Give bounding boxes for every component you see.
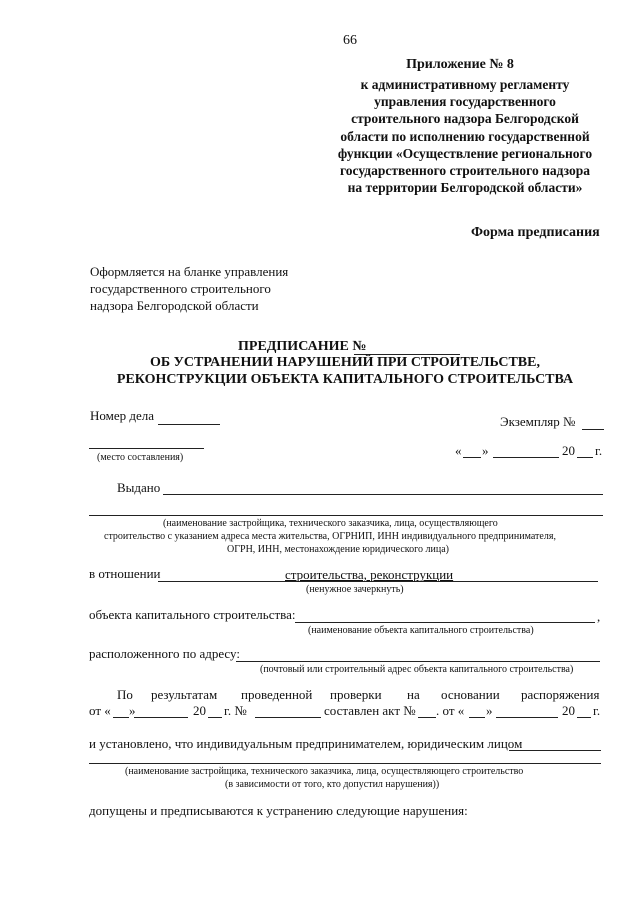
results-year: 20	[193, 703, 206, 718]
blank-note	[90, 263, 288, 314]
established-text: и установлено, что индивидуальным предпринимателем, юридическим лицом	[89, 736, 523, 751]
issued-caption-1: (наименование застройщика, технического заказчика, лица, осуществляющего	[163, 518, 498, 529]
issued-caption-3: ОГРН, ИНН, местонахождение юридического лица)	[227, 544, 449, 555]
results-year2: 20	[562, 703, 575, 718]
act-year-field[interactable]	[577, 717, 591, 718]
case-number-label: Номер дела	[90, 408, 155, 423]
results-word: По	[117, 687, 133, 702]
results-close: »	[129, 703, 136, 718]
results-g: г.	[593, 703, 601, 718]
copy-number-field[interactable]	[582, 429, 604, 430]
results-act: составлен акт №	[324, 703, 416, 718]
appendix-line: функции «Осуществление регионального	[337, 145, 593, 161]
issued-caption-2: строительство с указанием адреса места жительства, ОГРНИП, ИНН индивидуального предпринимателя,	[104, 531, 556, 542]
results-word: основании	[441, 687, 500, 702]
date-month-field[interactable]	[493, 457, 559, 458]
appendix-lines	[325, 76, 605, 196]
object-caption: (наименование объекта капитального строительства)	[308, 625, 534, 636]
violations-text: допущены и предписываются к устранению следующие нарушения:	[89, 803, 468, 818]
results-g-no: г. №	[224, 703, 247, 718]
act-day-field[interactable]	[469, 717, 485, 718]
blank-note-line: государственного строительного	[90, 281, 271, 296]
address-caption: (почтовый или строительный адрес объекта капитального строительства)	[260, 664, 574, 675]
results-from2: . от «	[436, 703, 465, 718]
results-word: на	[407, 687, 420, 702]
established-field[interactable]	[509, 750, 601, 751]
blank-note-line: надзора Белгородской области	[90, 298, 259, 313]
date-quote-open: «	[455, 443, 462, 458]
date-day-field[interactable]	[463, 457, 481, 458]
place-caption: (место составления)	[97, 452, 184, 463]
regarding-label: в отношении	[89, 566, 161, 581]
results-word: распоряжения	[521, 687, 600, 702]
issued-field-2[interactable]	[89, 515, 603, 516]
act-month-field[interactable]	[496, 717, 558, 718]
date-year-field[interactable]	[577, 457, 593, 458]
copy-label: Экземпляр №	[500, 414, 576, 429]
appendix-line: управления государственного	[374, 94, 556, 110]
results-from: от «	[89, 703, 111, 718]
appendix-line: строительного надзора Белгородской	[351, 111, 579, 127]
appendix-line: на территории Белгородской области»	[347, 180, 583, 196]
appendix-line: области по исполнению государственной	[340, 128, 590, 144]
object-trail: ,	[597, 609, 601, 624]
heading-line3: РЕКОНСТРУКЦИИ ОБЪЕКТА КАПИТАЛЬНОГО СТРОИТЕЛЬСТВА	[116, 372, 574, 387]
act-number-field[interactable]	[418, 717, 436, 718]
results-word: проверки	[330, 687, 382, 702]
order-day-field[interactable]	[113, 717, 129, 718]
appendix-line: государственного строительного надзора	[340, 163, 590, 179]
order-month-field[interactable]	[134, 717, 188, 718]
object-field[interactable]	[295, 622, 595, 623]
page-number: 66	[343, 33, 357, 48]
appendix-line: к административному регламенту	[360, 77, 570, 92]
date-year-suffix: г.	[595, 443, 603, 458]
address-field[interactable]	[236, 661, 600, 662]
date-year-prefix: 20	[562, 443, 575, 458]
established-caption-1: (наименование застройщика, технического заказчика, лица, осуществляющего строительство	[125, 766, 524, 777]
results-close2: »	[486, 703, 493, 718]
order-year-field[interactable]	[208, 717, 222, 718]
form-title: Форма предписания	[471, 225, 600, 240]
heading-line2: ОБ УСТРАНЕНИИ НАРУШЕНИЙ ПРИ СТРОИТЕЛЬСТВЕ,	[150, 355, 540, 370]
regarding-caption: (ненужное зачеркнуть)	[306, 584, 404, 595]
regarding-value: строительства, реконструкции	[285, 567, 454, 582]
heading-line1: ПРЕДПИСАНИЕ №	[238, 339, 367, 354]
case-number-field[interactable]	[158, 424, 220, 425]
results-word: проведенной	[241, 687, 313, 702]
address-label: расположенного по адресу:	[89, 646, 240, 661]
appendix-title: Приложение № 8	[406, 57, 514, 72]
results-word: результатам	[151, 687, 218, 702]
date-quote-close: »	[482, 443, 489, 458]
established-caption-2: (в зависимости от того, кто допустил нарушения))	[225, 779, 440, 790]
blank-note-line: Оформляется на бланке управления	[90, 264, 289, 279]
place-field[interactable]	[89, 448, 204, 449]
object-label: объекта капитального строительства:	[89, 607, 296, 622]
order-number-field[interactable]	[255, 717, 321, 718]
established-field-2[interactable]	[89, 763, 601, 764]
issued-label: Выдано	[117, 480, 161, 495]
issued-field[interactable]	[163, 494, 603, 495]
